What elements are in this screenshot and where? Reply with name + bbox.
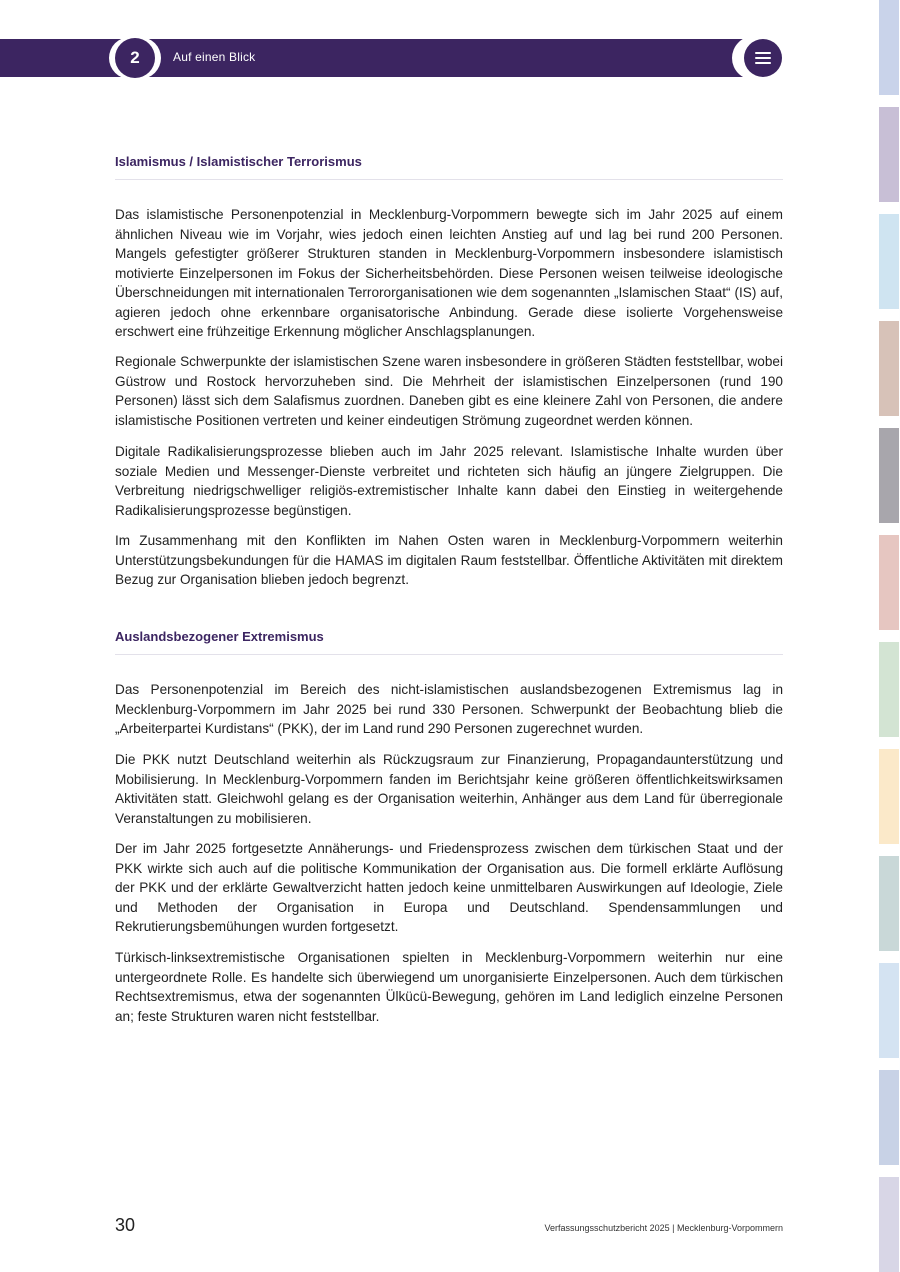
section-heading-auslandsbezogener-extremismus: Auslandsbezogener Extremismus bbox=[115, 629, 783, 655]
footer-publication-title: Verfassungsschutzbericht 2025 | Mecklenburg-Vorpommern bbox=[544, 1223, 783, 1233]
chapter-tab-11[interactable] bbox=[879, 1070, 899, 1165]
paragraph: Die PKK nutzt Deutschland weiterhin als Rückzugsraum zur Finanzierung, Propagandaunterstützung und Mobilisierung. In Mecklenburg-Vorpommern fanden im Berichtsjahr keine größeren öffentlichkeitswirksamen Aktivitäten statt. Gleichwohl gelang es der Organisation weiterhin, Anhänger aus dem Land für überregionale Veranstaltungen zu mobilisieren. bbox=[115, 752, 783, 826]
paragraph: Regionale Schwerpunkte der islamistischen Szene waren insbesondere in größeren Städten feststellbar, wobei Güstrow und Rostock hervorzuheben sind. Die Mehrheit der islamistischen Einzelpersonen (rund 190 Personen) lässt sich dem Salafismus zuordnen. Daneben gibt es eine kleinere Zahl von Personen, die andere islamistische Positionen vertreten und keiner eindeutigen Strömung zugeordnet werden können. bbox=[115, 354, 783, 428]
paragraph: Türkisch-linksextremistische Organisationen spielten in Mecklenburg-Vorpommern weiterhin nur eine untergeordnete Rolle. Es handelte sich überwiegend um unorganisierte Einzelpersonen. Auch dem türkischen Rechtsextremismus, etwa der sogenannten Ülkücü-Bewegung, gehören im Land lediglich einzelne Personen an; feste Strukturen waren nicht feststellbar. bbox=[115, 950, 783, 1024]
paragraph: Digitale Radikalisierungsprozesse blieben auch im Jahr 2025 relevant. Islamistische Inhalte wurden über soziale Medien und Messenger-Dienste verbreitet und richteten sich häufig an jüngere Zielgruppen. Die Verbreitung niedrigschwelliger religiös-extremistischer Inhalte kann dabei den Einstieg in weitergehende Radikalisierungsprozesse begünstigen. bbox=[115, 444, 783, 518]
paragraph: Das islamistische Personenpotenzial in Mecklenburg-Vorpommern bewegte sich im Jahr 2025 auf einem ähnlichen Niveau wie im Vorjahr, wies jedoch einen leichten Anstieg auf und lag bei rund 200 Personen. Mangels gefestigter größerer Strukturen standen in Mecklenburg-Vorpommern insbesondere islamistisch motivierte Einzelpersonen im Fokus der Sicherheitsbehörden. Diese Personen weisen teilweise ideologische Überschneidungen mit internationalen Terrororganisationen wie dem sogenannten „Islamischen Staat“ (IS) auf, agieren jedoch ohne erkennbare organisatorische Anbindung. Gerade diese isolierte Vorgehensweise erschwert eine frühzeitige Erkennung möglicher Anschlagsplanungen. bbox=[115, 207, 783, 339]
chapter-number: 2 bbox=[115, 38, 155, 78]
chapter-title: Auf einen Blick bbox=[173, 50, 256, 64]
chapter-tab-6[interactable] bbox=[879, 535, 899, 630]
chapter-tab-1[interactable] bbox=[879, 0, 899, 95]
chapter-tab-5[interactable] bbox=[879, 428, 899, 523]
chapter-tab-2[interactable] bbox=[879, 107, 899, 202]
chapter-tab-4[interactable] bbox=[879, 321, 899, 416]
menu-button-frame bbox=[732, 36, 788, 80]
paragraph: Das Personenpotenzial im Bereich des nicht-islamistischen auslandsbezogenen Extremismus lag in Mecklenburg-Vorpommern im Jahr 2025 bei rund 330 Personen. Schwerpunkt der Beobachtung blieb die „Arbeiterpartei Kurdistans“ (PKK), der im Land rund 290 Personen zugerechnet wurden. bbox=[115, 682, 783, 736]
section-heading-islamismus: Islamismus / Islamistischer Terrorismus bbox=[115, 154, 783, 180]
chapter-tab-12[interactable] bbox=[879, 1177, 899, 1272]
chapter-badge bbox=[109, 37, 161, 79]
paragraph: Im Zusammenhang mit den Konflikten im Nahen Osten waren in Mecklenburg-Vorpommern weiterhin Unterstützungsbekundungen für die HAMAS im digitalen Raum feststellbar. Öffentliche Aktivitäten mit direktem Bezug zur Organisation blieben jedoch begrenzt. bbox=[115, 533, 783, 587]
chapter-tab-3[interactable] bbox=[879, 214, 899, 309]
chapter-tab-7[interactable] bbox=[879, 642, 899, 737]
chapter-tab-9[interactable] bbox=[879, 856, 899, 951]
page-number: 30 bbox=[115, 1215, 136, 1235]
hamburger-icon bbox=[755, 52, 771, 54]
chapter-tab-10[interactable] bbox=[879, 963, 899, 1058]
hamburger-icon bbox=[755, 62, 771, 64]
chapter-tab-8[interactable] bbox=[879, 749, 899, 844]
menu-button[interactable] bbox=[744, 39, 782, 77]
paragraph: Der im Jahr 2025 fortgesetzte Annäherungs- und Friedensprozess zwischen dem türkischen Staat und der PKK wirkte sich auch auf die politische Kommunikation der Organisation aus. Die formell erklärte Auflösung der PKK und der erklärte Gewaltverzicht hatten jedoch keine unmittelbaren Auswirkungen auf Ideologie, Ziele und Methoden der Organisation in Europa und Deutschland. Spendensammlungen und Rekrutierungsbemühungen wurden fortgesetzt. bbox=[115, 841, 783, 934]
hamburger-icon bbox=[755, 57, 771, 59]
